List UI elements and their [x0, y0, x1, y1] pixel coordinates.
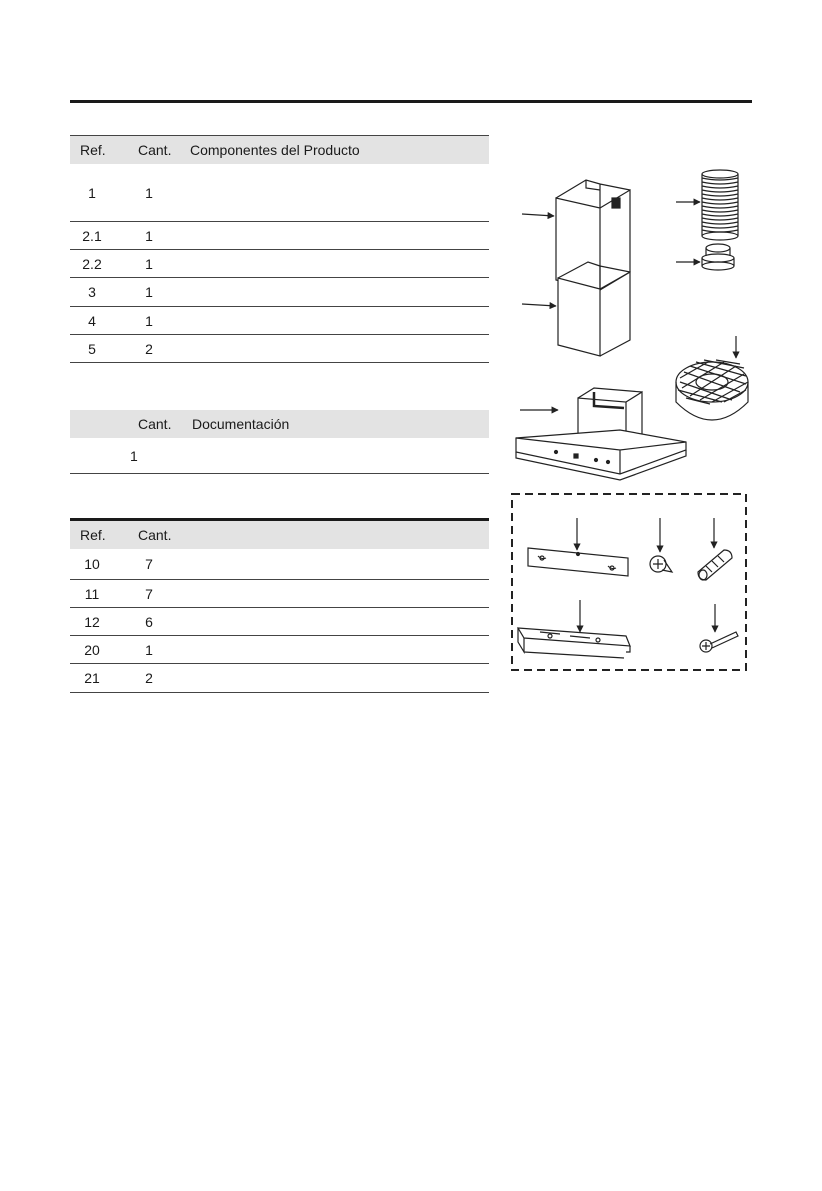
table-row [70, 438, 489, 474]
table-row [70, 580, 489, 608]
fittings-table [70, 518, 489, 693]
cell-qty: 2 [145, 340, 153, 357]
table-row [70, 164, 489, 222]
table-row [70, 664, 489, 693]
cell-qty: 1 [145, 227, 153, 244]
cell-ref: 3 [88, 284, 96, 300]
fittings-table-header [70, 521, 489, 549]
table-row [70, 250, 489, 278]
header-ref: Ref. [80, 142, 106, 158]
cell-qty: 6 [145, 613, 153, 630]
wall-bracket-drawing [528, 548, 628, 576]
cell-ref: 1 [88, 184, 96, 201]
table-row [70, 278, 489, 307]
header-qty: Cant. [138, 142, 172, 158]
cell-ref: 10 [84, 556, 100, 572]
long-screw-drawing [700, 632, 738, 652]
table-row [70, 307, 489, 335]
cell-ref: 20 [84, 641, 100, 658]
cell-qty: 1 [145, 312, 153, 329]
cell-qty: 7 [145, 556, 153, 572]
documentation-table-header [70, 410, 489, 438]
cell-qty: 1 [145, 184, 153, 201]
header-qty: Cant. [138, 527, 172, 543]
table-row [70, 549, 489, 580]
hood-bracket-drawing [518, 628, 630, 658]
documentation-table [70, 410, 489, 474]
cell-qty: 1 [130, 447, 138, 464]
cell-ref: 2.1 [82, 227, 102, 244]
header-name: Componentes del Producto [190, 142, 360, 158]
parts-illustration [500, 160, 760, 690]
header-ref: Ref. [80, 527, 106, 543]
table-row [70, 335, 489, 363]
cell-qty: 1 [145, 284, 153, 300]
cell-ref: 5 [88, 340, 96, 357]
cell-ref: 21 [84, 670, 100, 686]
table-row [70, 608, 489, 636]
header-qty: Cant. [138, 416, 172, 432]
top-rule [70, 100, 752, 103]
adapter-ring-drawing [702, 244, 734, 270]
cell-qty: 1 [145, 641, 153, 658]
carbon-filter-drawing [676, 360, 748, 420]
wall-plug-drawing [698, 550, 732, 580]
flexible-duct-drawing [702, 170, 738, 240]
cell-ref: 4 [88, 312, 96, 329]
arrow-lower-chimney [522, 304, 556, 306]
arrow-upper-chimney [522, 214, 554, 216]
hood-body-drawing [516, 388, 686, 480]
header-name: Documentación [192, 416, 290, 432]
table-row [70, 636, 489, 664]
cell-qty: 7 [145, 585, 153, 602]
cell-ref: 11 [84, 585, 100, 602]
cell-qty: 2 [145, 670, 153, 686]
components-table [70, 135, 489, 363]
components-table-header [70, 136, 489, 164]
table-row [70, 222, 489, 250]
cell-qty: 1 [145, 255, 153, 272]
cell-ref: 12 [84, 613, 100, 630]
screw-drawing [650, 556, 672, 572]
cell-ref: 2.2 [82, 255, 102, 272]
